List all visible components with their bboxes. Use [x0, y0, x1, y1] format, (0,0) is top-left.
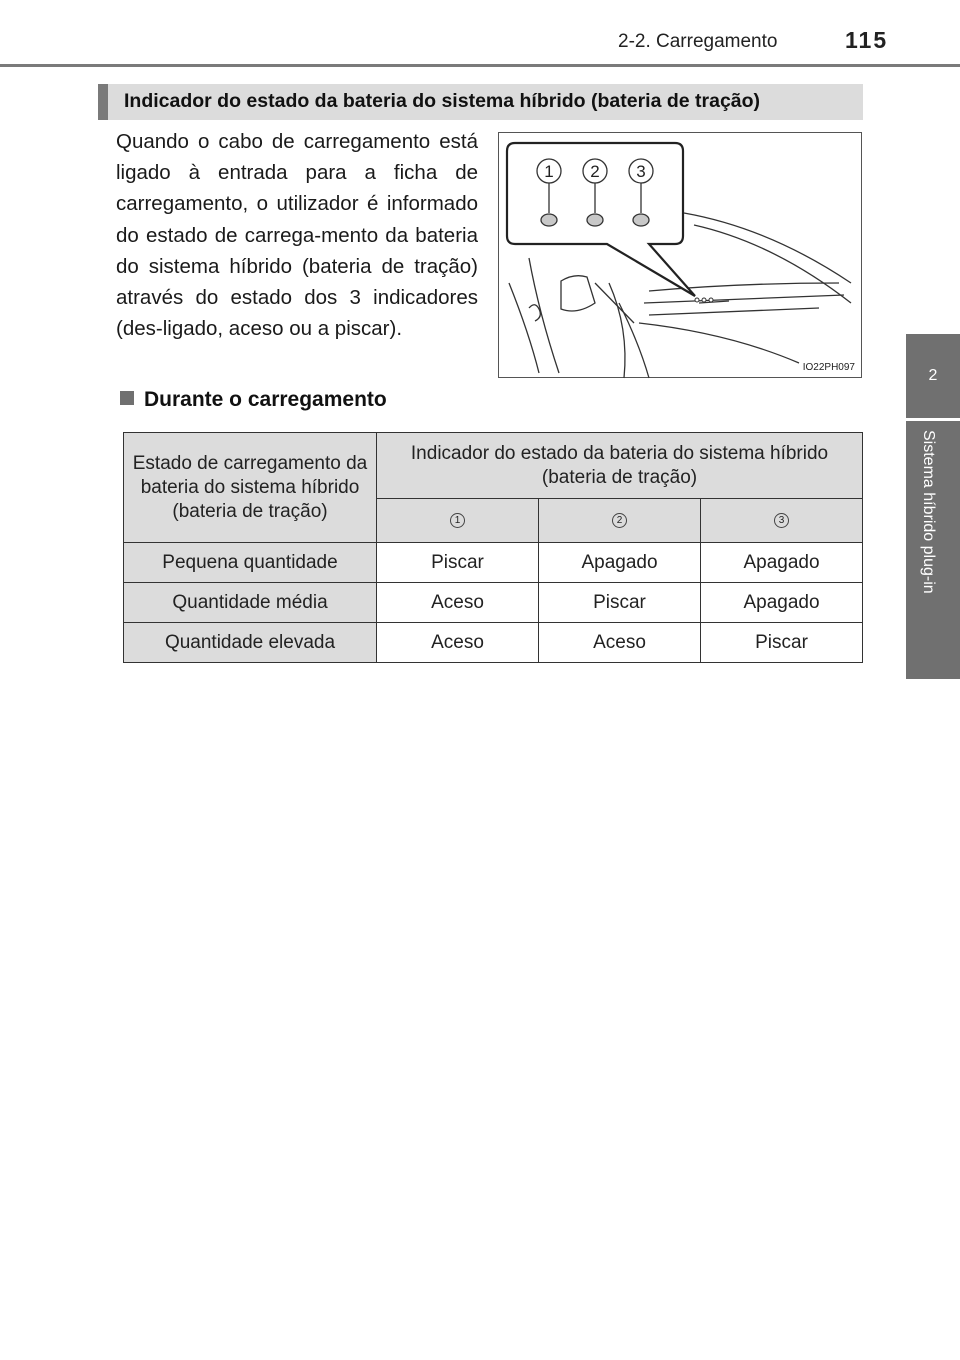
subheading — [120, 388, 387, 412]
header-rule — [0, 64, 960, 67]
indicator-location-figure — [498, 132, 862, 378]
number-2-icon: 2 — [612, 513, 627, 528]
page-number: 115 — [845, 27, 889, 53]
header-charge-state — [124, 433, 377, 543]
row-indicator-1: Piscar — [377, 543, 539, 583]
charging-status-table — [123, 432, 863, 663]
row-state: Quantidade média — [124, 583, 377, 623]
running-header-section: 2-2. Carregamento — [618, 31, 778, 52]
chapter-label: Sistema híbrido plug-in — [920, 430, 937, 594]
row-indicator-2: Aceso — [539, 623, 701, 663]
header-indicator-3 — [701, 499, 863, 543]
header-indicator — [377, 433, 863, 499]
intro-paragraph: Quando o cabo de carregamento está ligado à entrada para a ficha de carregamento, o utilizador é informado do estado de carrega-mento da bateria do sistema híbrido (bateria de tração) através do estado dos 3 indicadores (des-ligado, aceso ou a piscar). — [116, 130, 478, 341]
header-indicator-2 — [539, 499, 701, 543]
row-indicator-2: Apagado — [539, 543, 701, 583]
table-row — [124, 583, 863, 623]
section-title: Indicador do estado da bateria do sistema híbrido (bateria de tração) — [124, 90, 761, 112]
chapter-number-tab: 2 — [906, 334, 960, 418]
table-row — [124, 623, 863, 663]
row-indicator-1: Aceso — [377, 583, 539, 623]
row-indicator-1: Aceso — [377, 623, 539, 663]
row-indicator-3: Apagado — [701, 543, 863, 583]
header-indicator-1 — [377, 499, 539, 543]
row-indicator-3: Piscar — [701, 623, 863, 663]
car-dashboard-illustration — [499, 133, 863, 379]
row-state: Pequena quantidade — [124, 543, 377, 583]
section-title-bar — [98, 84, 863, 120]
row-state: Quantidade elevada — [124, 623, 377, 663]
callout-1: 1 — [544, 162, 554, 181]
callout-3: 3 — [636, 162, 646, 181]
square-bullet-icon — [120, 391, 134, 405]
row-indicator-2: Piscar — [539, 583, 701, 623]
callout-2: 2 — [590, 162, 600, 181]
number-3-icon: 3 — [774, 513, 789, 528]
subheading-text: Durante o carregamento — [144, 388, 387, 411]
table-row — [124, 543, 863, 583]
row-indicator-3: Apagado — [701, 583, 863, 623]
number-1-icon: 1 — [450, 513, 465, 528]
header-charge-state-text: Estado de carregamento da bateria do sistema híbrido (bateria de tração) — [132, 452, 368, 522]
figure-code: IO22PH097 — [802, 362, 855, 373]
header-indicator-text: Indicador do estado da bateria do sistema híbrido (bateria de tração) — [410, 442, 829, 488]
